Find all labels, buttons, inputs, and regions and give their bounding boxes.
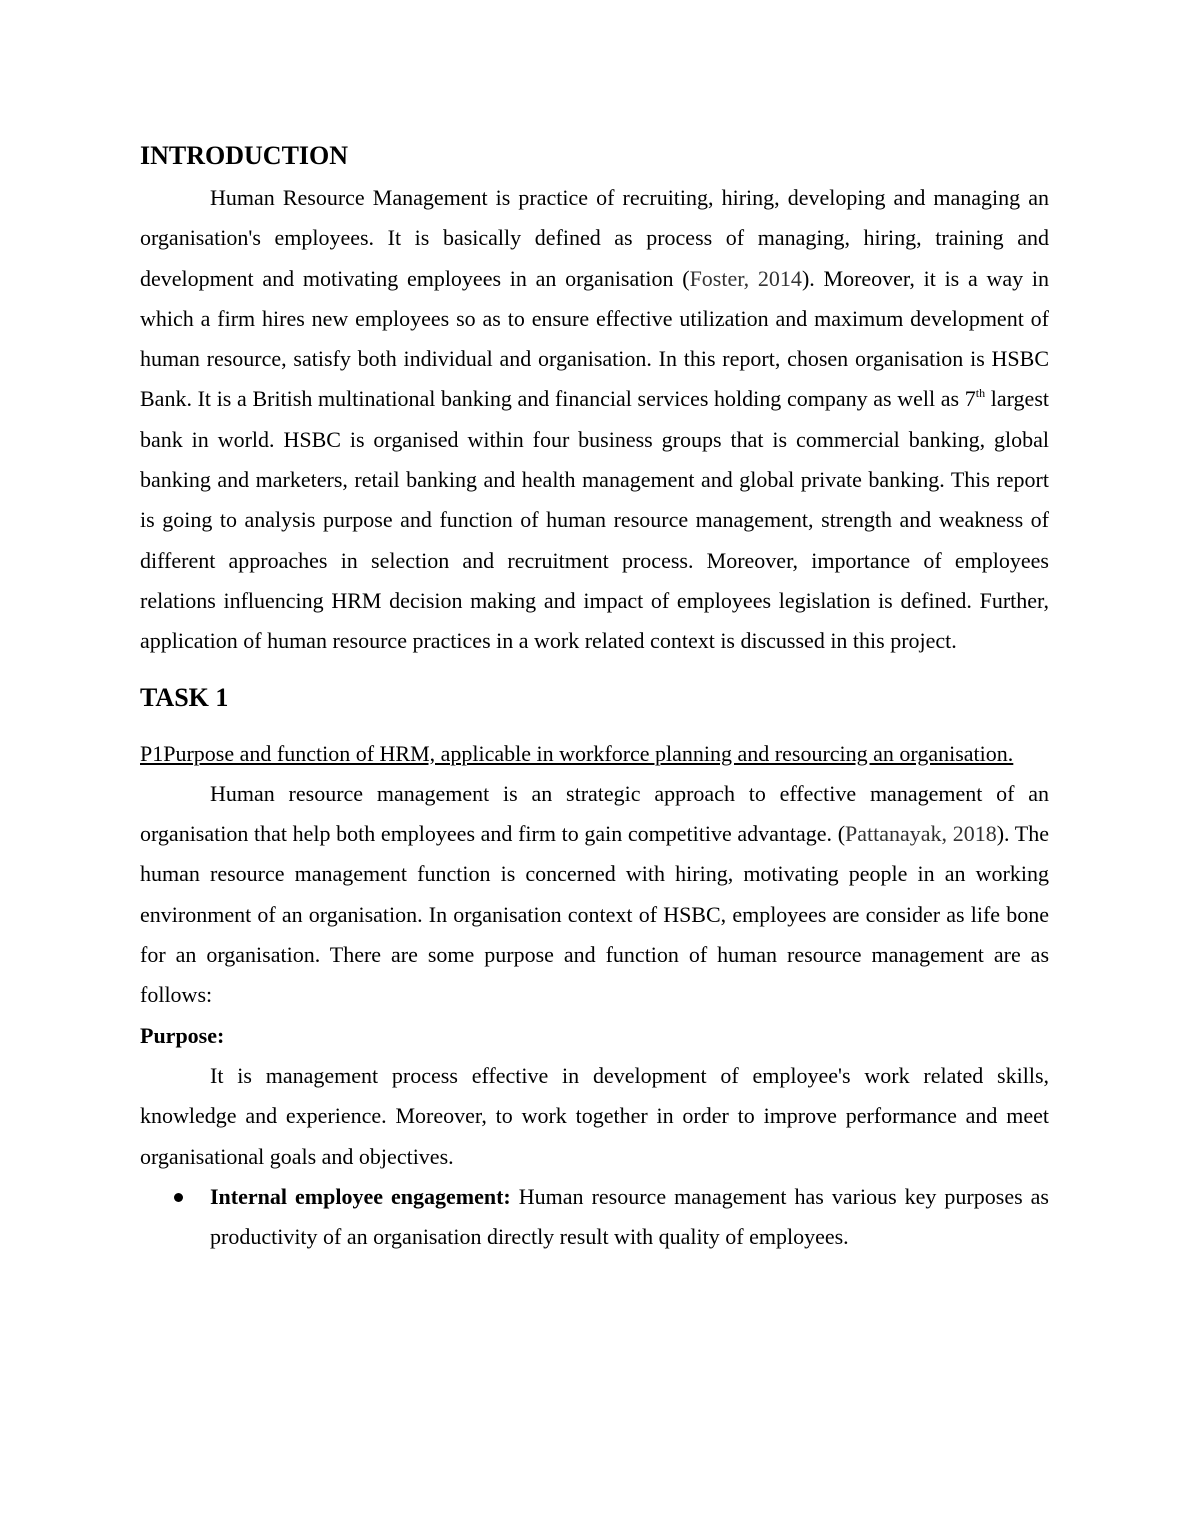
citation-pattanayak: Pattanayak, 2018 — [845, 821, 997, 847]
intro-text-part-3: largest bank in world. HSBC is organised within four business groups that is commercial banking, global banking and marketers, retail banking and health management and global private banking. This report is going to analysis purpose and function of human resource management, strength and weakness of different approaches in selection and recruitment process. Moreover, importance of employees relations influencing HRM decision making and impact of employees legislation is defined. Further, application of human resource practices in a work related context is discussed in this project. — [140, 386, 1049, 654]
citation-foster: Foster, 2014 — [689, 265, 802, 291]
purpose-bullet-list — [140, 1177, 1049, 1258]
task-1-heading: TASK 1 — [140, 682, 229, 712]
ordinal-superscript: th — [975, 386, 986, 401]
bullet-icon — [174, 1193, 183, 1202]
purpose-paragraph: It is management process effective in development of employee's work related skills, knowledge and experience. Moreover, to work together in order to improve performance and meet organisational goals and objectives. — [140, 1062, 1049, 1169]
task-text-part-1: Human resource management is an strategic approach to effective management of an organisation that help both employees and firm to gain competitive advantage. ( — [140, 780, 1049, 847]
introduction-paragraph — [140, 178, 1049, 662]
intro-text-part-2: ). Moreover, it is a way in which a firm hires new employees so as to ensure effective utilization and maximum development of human resource, satisfy both individual and organisation. In this report, chosen organisation is HSBC Bank. It is a British multinational banking and financial services holding company as well as 7 — [140, 265, 1050, 412]
p1-subheading: P1Purpose and function of HRM, applicable in workforce planning and resourcing an organisation. — [140, 740, 1014, 766]
task-1-paragraph — [140, 774, 1049, 1016]
bullet-text: Human resource management has various key purposes as productivity of an organisation directly result with quality of employees. — [210, 1183, 1049, 1250]
intro-text-part-1: Human Resource Management is practice of recruiting, hiring, developing and managing an organisation's employees. It is basically defined as process of managing, hiring, training and development and motivating employees in an organisation ( — [140, 185, 1049, 291]
bullet-label: Internal employee engagement: — [210, 1183, 511, 1209]
list-item — [140, 1177, 1049, 1258]
introduction-heading: INTRODUCTION — [140, 141, 349, 170]
purpose-label: Purpose: — [140, 1022, 225, 1048]
document-page — [140, 138, 1049, 1257]
task-text-part-2: ). The human resource management function is concerned with hiring, motivating people in an working environment of an organisation. In organisation context of HSBC, employees are consider as life bone for an organisation. There are some purpose and function of human resource management are as follows: — [140, 821, 1049, 1008]
